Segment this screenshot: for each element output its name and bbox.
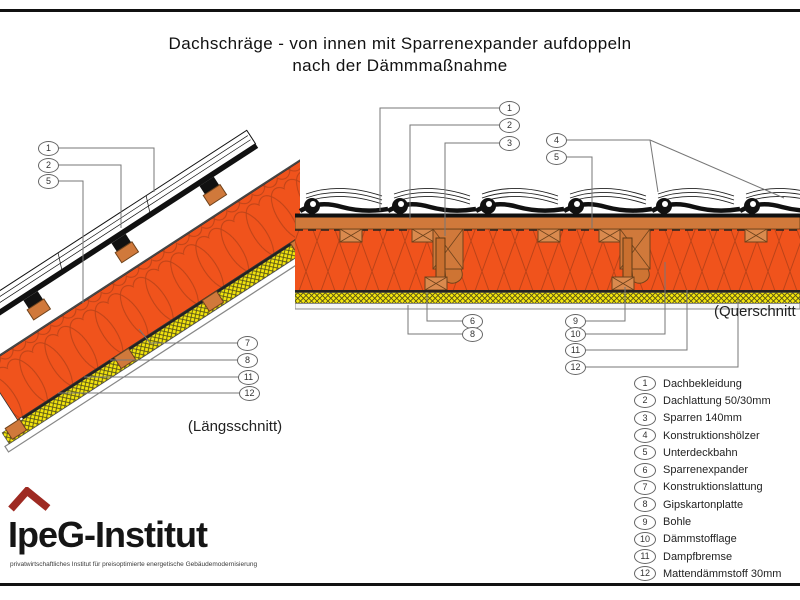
callout-badge: 9 (565, 314, 586, 329)
legend-row (634, 410, 799, 427)
callout-badge: 8 (237, 353, 258, 368)
legend-label: Gipskartonplatte (663, 498, 744, 511)
callout-badge: 5 (38, 174, 59, 189)
legend-row (634, 548, 799, 565)
legend-row (634, 392, 799, 409)
logo-roof-icon (8, 487, 52, 513)
legend-num-badge: 7 (634, 480, 656, 495)
legend-num-badge: 6 (634, 463, 656, 478)
callout-badge: 8 (462, 327, 483, 342)
legend-row (634, 496, 799, 513)
legend (634, 375, 799, 583)
legend-num-badge: 12 (634, 566, 656, 581)
legend-label: Unterdeckbahn (663, 446, 738, 459)
legend-row (634, 461, 799, 478)
legend-row (634, 375, 799, 392)
legend-num-badge: 5 (634, 445, 656, 460)
legend-label: Konstruktionshölzer (663, 429, 760, 442)
callout-badge: 2 (499, 118, 520, 133)
callout-badge: 12 (239, 386, 260, 401)
legend-row (634, 565, 799, 582)
callout-badge: 10 (565, 327, 586, 342)
querschnitt-caption: (Querschnitt (714, 303, 796, 320)
callout-badge: 11 (565, 343, 586, 358)
callout-badge: 11 (238, 370, 259, 385)
callout-badge: 4 (546, 133, 567, 148)
legend-label: Dachlattung 50/30mm (663, 394, 771, 407)
callout-badge: 12 (565, 360, 586, 375)
callout-badge: 2 (38, 158, 59, 173)
callout-badge: 1 (499, 101, 520, 116)
callout-badge: 7 (237, 336, 258, 351)
legend-label: Dampfbremse (663, 550, 733, 563)
callout-badge: 6 (462, 314, 483, 329)
legend-label: Sparrenexpander (663, 464, 749, 477)
callout-badge: 1 (38, 141, 59, 156)
legend-label: Konstruktionslattung (663, 481, 763, 494)
logo-wordmark (8, 514, 207, 556)
legend-num-badge: 1 (634, 376, 656, 391)
legend-num-badge: 4 (634, 428, 656, 443)
title-line-1: Dachschräge - von innen mit Sparrenexpander aufdoppeln (168, 34, 632, 53)
callout-badge: 5 (546, 150, 567, 165)
legend-num-badge: 2 (634, 393, 656, 408)
legend-num-badge: 10 (634, 532, 656, 547)
legend-num-badge: 8 (634, 497, 656, 512)
title-line-2: nach der Dämmmaßnahme (292, 56, 508, 75)
callout-badge: 3 (499, 136, 520, 151)
logo-name-bold: IpeG- (8, 514, 96, 555)
logo-name-rest: Institut (95, 514, 207, 555)
legend-num-badge: 11 (634, 549, 656, 564)
legend-row (634, 427, 799, 444)
legend-label: Sparren 140mm (663, 412, 742, 425)
legend-row (634, 444, 799, 461)
legend-label: Mattendämmstoff 30mm (663, 567, 782, 580)
laengsschnitt-caption: (Längsschnitt) (187, 418, 283, 435)
legend-label: Bohle (663, 516, 692, 529)
legend-row (634, 479, 799, 496)
legend-num-badge: 3 (634, 411, 656, 426)
logo-tagline: privatwirtschaftliches Institut für preisoptimierte energetische Gebäudemodernisierung (10, 561, 258, 568)
legend-row (634, 513, 799, 530)
legend-label: Dachbekleidung (663, 377, 742, 390)
legend-row (634, 531, 799, 548)
legend-num-badge: 9 (634, 515, 656, 530)
legend-label: Dämmstofflage (663, 533, 737, 546)
